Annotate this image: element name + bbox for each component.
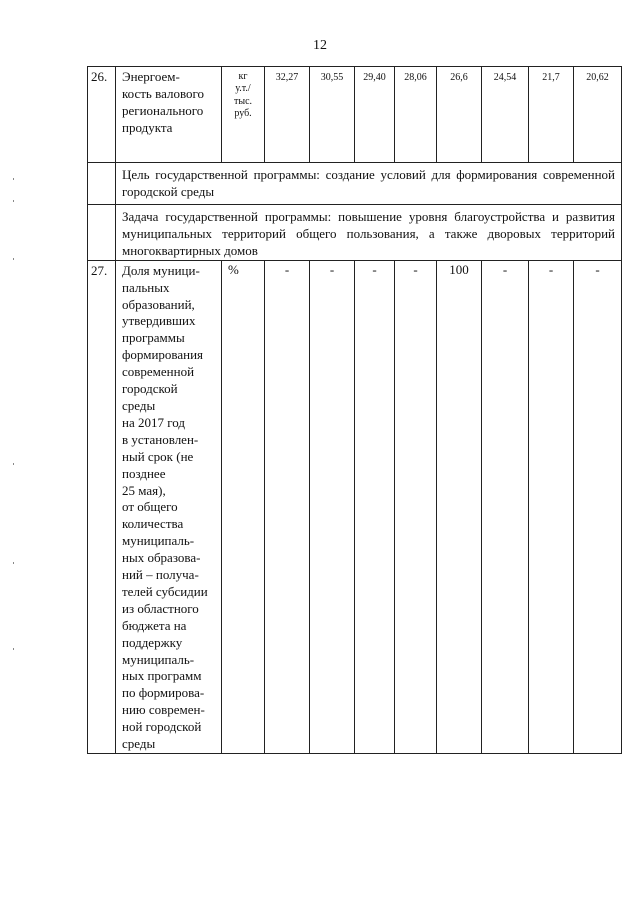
row-number: 26. <box>88 67 116 163</box>
value-cell: 29,40 <box>355 67 395 163</box>
indicator-name: Доля муници- пальных образований, утвердивших программы формирования современной городской среды на 2017 год в установлен- ный срок (не позднее 25 мая), от общего количества муниципаль- ных образова- ний – получа- телей субсидии из областного бюджета на поддержку муниципаль- ных программ по формирова- нию современ- ной городской среды <box>116 260 222 753</box>
value-cell: 26,6 <box>437 67 482 163</box>
value-cell: - <box>395 260 437 753</box>
unit-cell: кг у.т./ тыс. руб. <box>222 67 265 163</box>
value-cell: 24,54 <box>482 67 529 163</box>
empty-number-cell <box>88 163 116 205</box>
value-cell: - <box>574 260 622 753</box>
value-cell: - <box>482 260 529 753</box>
program-task-text: Задача государственной программы: повышение уровня благоустройства и развития муниципальных территорий общего пользования, а также дворовых территорий многоквартирных домов <box>116 205 622 261</box>
value-cell: 30,55 <box>310 67 355 163</box>
scan-speck <box>13 178 14 180</box>
scan-speck <box>13 258 14 260</box>
goal-row <box>88 163 622 205</box>
table-row-27 <box>88 260 622 753</box>
indicator-name: Энергоем- кость валового регионального продукта <box>116 67 222 163</box>
indicators-table <box>87 66 622 754</box>
value-cell: 28,06 <box>395 67 437 163</box>
empty-number-cell <box>88 205 116 261</box>
scan-speck <box>13 200 14 202</box>
value-cell: 21,7 <box>529 67 574 163</box>
scan-speck <box>13 648 14 650</box>
scan-speck <box>13 562 14 564</box>
value-cell: 20,62 <box>574 67 622 163</box>
table-row-26 <box>88 67 622 163</box>
program-goal-text: Цель государственной программы: создание условий для формирования современной городской среды <box>116 163 622 205</box>
value-cell: 32,27 <box>265 67 310 163</box>
value-cell: - <box>310 260 355 753</box>
value-cell: - <box>355 260 395 753</box>
task-row <box>88 205 622 261</box>
value-cell: - <box>265 260 310 753</box>
value-cell: 100 <box>437 260 482 753</box>
value-cell: - <box>529 260 574 753</box>
page-number: 12 <box>313 38 327 53</box>
scan-speck <box>13 463 14 465</box>
row-number: 27. <box>88 260 116 753</box>
unit-cell: % <box>222 260 265 753</box>
